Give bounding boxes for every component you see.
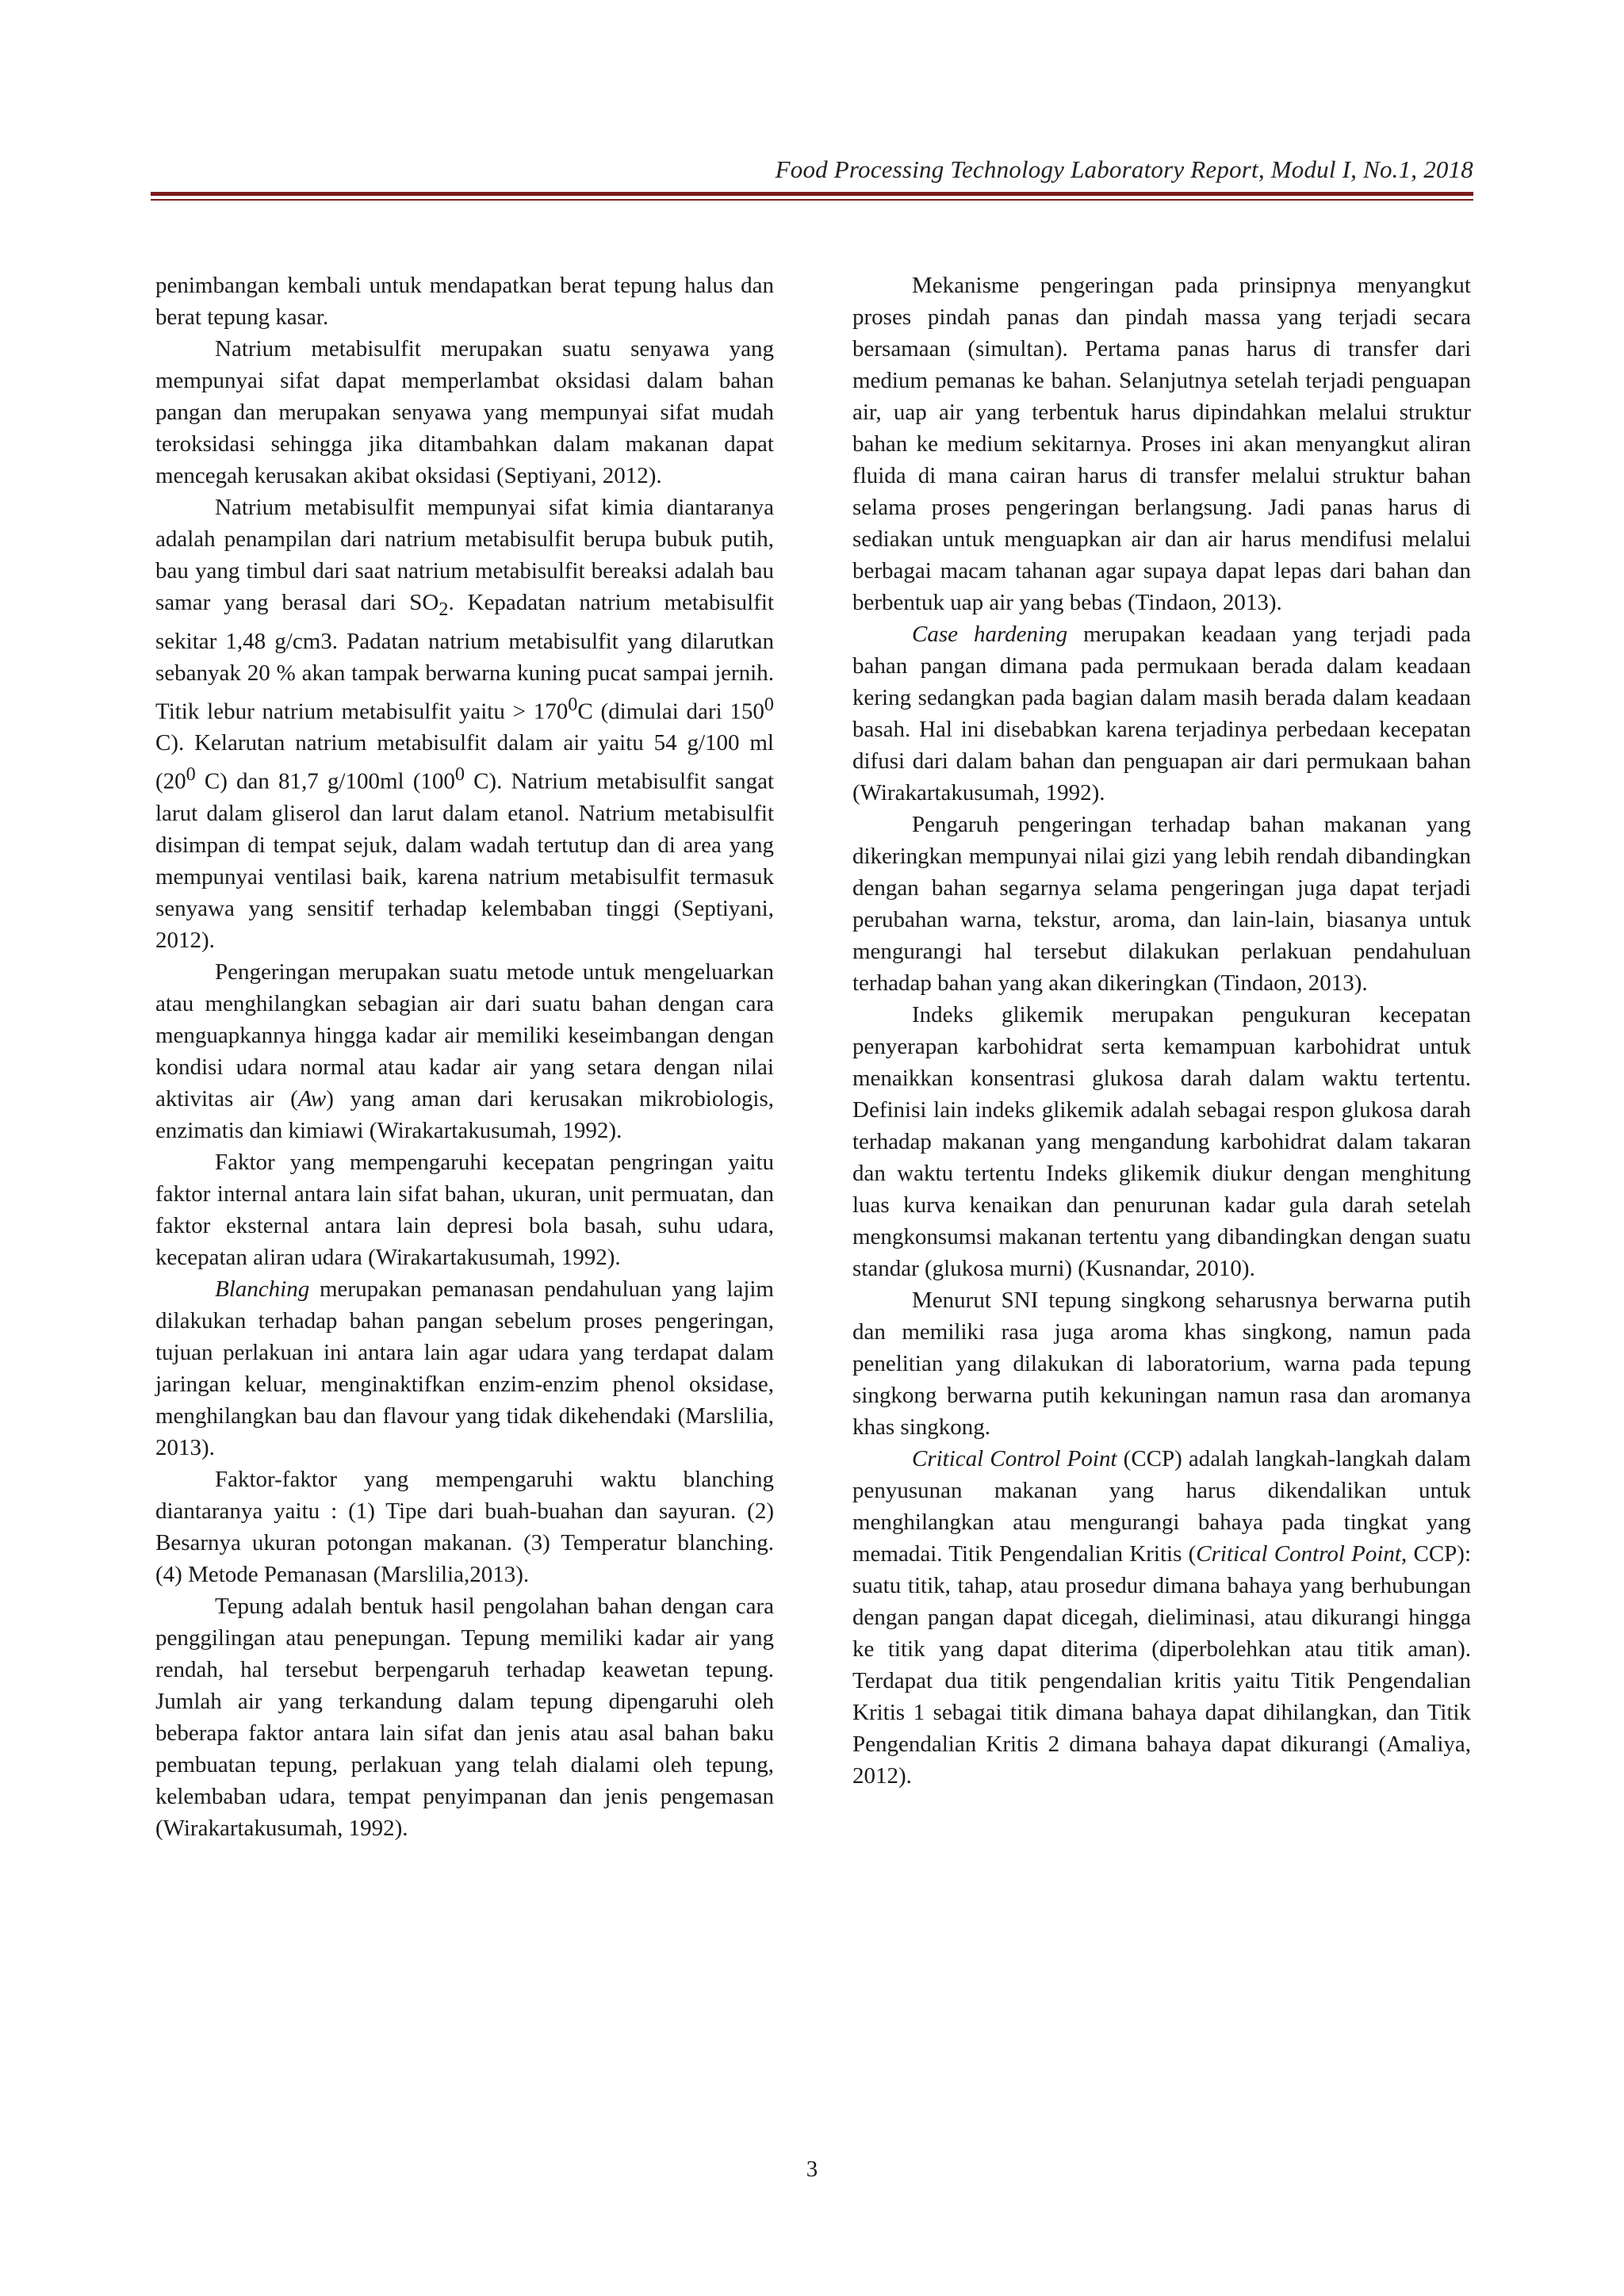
paragraph: Blanching merupakan pemanasan pendahuluan yang lajim dilakukan terhadap bahan pangan sebelum proses pengeringan, tujuan perlakuan ini antara lain agar udara yang terdapat dalam jaringan keluar, menginaktifkan enzim-enzim phenol oksidase, menghilangkan bau dan flavour yang tidak dikehendaki (Marslilia, 2013). [155, 1276, 774, 1461]
paragraph: Case hardening merupakan keadaan yang terjadi pada bahan pangan dimana pada permukaan berada dalam keadaan kering sedangkan pada bagian dalam masih berada dalam keadaan basah. Hal ini disebabkan karena terjadinya perbedaan kecepatan difusi dari dalam bahan dan penguapan air dari permukaan bahan (Wirakartakusumah, 1992). [852, 622, 1471, 806]
paragraph: Critical Control Point (CCP) adalah langkah-langkah dalam penyusunan makanan yang harus dikendalikan untuk menghilangkan atau mengurangi bahaya pada tingkat yang memadai. Titik Pengendalian Kritis (Critical Control Point, CCP): suatu titik, tahap, atau prosedur dimana bahaya yang berhubungan dengan pangan dapat dicegah, dieliminasi, atau dikurangi hingga ke titik yang dapat diterima (diperbolehkan atau titik aman). Terdapat dua titik pengendalian kritis yaitu Titik Pengendalian Kritis 1 sebagai titik dimana bahaya dapat dihilangkan, dan Titik Pengendalian Kritis 2 dimana bahaya dapat dikurangi (Amaliya, 2012). [852, 1446, 1471, 1789]
italic-term: Critical Control Point [1196, 1541, 1401, 1567]
paragraph: Faktor yang mempengaruhi kecepatan pengringan yaitu faktor internal antara lain sifat bahan, ukuran, unit permuatan, dan faktor eksternal antara lain depresi bola basah, suhu udara, kecepatan aliran udara (Wirakartakusumah, 1992). [155, 1150, 774, 1271]
paragraph: Faktor-faktor yang mempengaruhi waktu blanching diantaranya yaitu : (1) Tipe dari buah-buahan dan sayuran. (2) Besarnya ukuran potongan makanan. (3) Temperatur blanching. (4) Metode Pemanasan (Marslilia,2013). [155, 1467, 774, 1588]
header-rule-thin [151, 199, 1473, 201]
italic-term: Aw [297, 1086, 327, 1112]
paragraph: penimbangan kembali untuk mendapatkan berat tepung halus dan berat tepung kasar. [155, 273, 774, 330]
paragraph: Pengeringan merupakan suatu metode untuk mengeluarkan atau menghilangkan sebagian air dari suatu bahan dengan cara menguapkannya hingga kadar air memiliki keseimbangan dengan kondisi udara normal atau kadar air yang setara dengan nilai aktivitas air (Aw) yang aman dari kerusakan mikrobiologis, enzimatis dan kimiawi (Wirakartakusumah, 1992). [155, 959, 774, 1144]
paragraph: Pengaruh pengeringan terhadap bahan makanan yang dikeringkan mempunyai nilai gizi yang lebih rendah dibandingkan dengan bahan segarnya selama pengeringan juga dapat terjadi perubahan warna, tekstur, aroma, dan lain-lain, biasanya untuk mengurangi hal tersebut dilakukan perlakuan pendahuluan terhadap bahan yang akan dikeringkan (Tindaon, 2013). [852, 812, 1471, 996]
header-rule-thick [151, 192, 1473, 196]
subscript: 2 [439, 598, 449, 620]
italic-term: Critical Control Point [912, 1446, 1117, 1471]
paragraph: Natrium metabisulfit mempunyai sifat kimia diantaranya adalah penampilan dari natrium metabisulfit berupa bubuk putih, bau yang timbul dari saat natrium metabisulfit bereaksi adalah bau samar yang berasal dari $SO_2$. Kepadatan natrium metabisulfit sekitar 1,48 g/cm3. Padatan natrium metabisulfit yang dilarutkan sebanyak 20 % akan tampak berwarna kuning pucat sampai jernih. Titik lebur natrium metabisulfit yaitu > $170^0C$ (dimulai dari $150^0$ C). Kelarutan natrium metabisulfit dalam air yaitu 54 g/100 ml ($20^0$ C) dan 81,7 g/100ml ($100^0$ C). Natrium metabisulfit sangat larut dalam gliserol dan larut dalam etanol. Natrium metabisulfit disimpan di tempat sejuk, dalam wadah tertutup dan di area yang mempunyai ventilasi baik, karena natrium metabisulfit termasuk senyawa yang sensitif terhadap kelembaban tinggi (Septiyani, 2012). [155, 495, 775, 954]
paragraph: Indeks glikemik merupakan pengukuran kecepatan penyerapan karbohidrat serta kemampuan karbohidrat untuk menaikkan konsentrasi glukosa darah dalam waktu tertentu. Definisi lain indeks glikemik adalah sebagai respon glukosa darah terhadap makanan yang mengandung karbohidrat dalam takaran dan waktu tertentu Indeks glikemik diukur dengan menghitung luas kurva kenaikan dan penurunan kadar gula darah setelah mengkonsumsi makanan tertentu yang dibandingkan dengan suatu standar (glukosa murni) (Kusnandar, 2010). [852, 1002, 1471, 1281]
superscript: 0 [454, 763, 465, 786]
running-header: Food Processing Technology Laboratory Report, Modul I, No.1, 2018 [775, 155, 1473, 183]
italic-term: Case hardening [912, 622, 1068, 647]
left-column [155, 270, 774, 1844]
paragraph: Tepung adalah bentuk hasil pengolahan bahan dengan cara penggilingan atau penepungan. Tepung memiliki kadar air yang rendah, hal tersebut berpengaruh terhadap keawetan tepung. Jumlah air yang terkandung dalam tepung dipengaruhi oleh beberapa faktor antara lain sifat dan jenis atau asal bahan baku pembuatan tepung, perlakuan yang telah dialami oleh tepung, kelembaban udara, tempat penyimpanan dan jenis pengemasan (Wirakartakusumah, 1992). [155, 1594, 774, 1842]
italic-term: Blanching [215, 1276, 310, 1303]
paragraph: Natrium metabisulfit merupakan suatu senyawa yang mempunyai sifat dapat memperlambat oksidasi dalam bahan pangan dan merupakan senyawa yang mempunyai sifat mudah teroksidasi sehingga jika ditambahkan dalam makanan dapat mencegah kerusakan akibat oksidasi (Septiyani, 2012). [155, 336, 774, 488]
right-column [852, 270, 1471, 1792]
superscript: 0 [764, 693, 774, 715]
superscript: 0 [186, 763, 196, 786]
paragraph: Mekanisme pengeringan pada prinsipnya menyangkut proses pindah panas dan pindah massa yang terjadi secara bersamaan (simultan). Pertama panas harus di transfer dari medium pemanas ke bahan. Selanjutnya setelah terjadi penguapan air, uap air yang terbentuk harus dipindahkan melalui struktur bahan ke medium sekitarnya. Proses ini akan menyangkut aliran fluida di mana cairan harus di transfer melalui struktur bahan selama proses pengeringan berlangsung. Jadi panas harus di sediakan untuk menguapkan air dan air harus mendifusi melalui berbagai macam tahanan agar supaya dapat lepas dari bahan dan berbentuk uap air yang bebas (Tindaon, 2013). [852, 273, 1471, 615]
page-number: 3 [806, 2156, 818, 2182]
paragraph: Menurut SNI tepung singkong seharusnya berwarna putih dan memiliki rasa juga aroma khas singkong, namun pada penelitian yang dilakukan di laboratorium, warna pada tepung singkong berwarna putih kekuningan namun rasa dan aromanya khas singkong. [852, 1288, 1471, 1440]
superscript: 0 [568, 693, 578, 715]
